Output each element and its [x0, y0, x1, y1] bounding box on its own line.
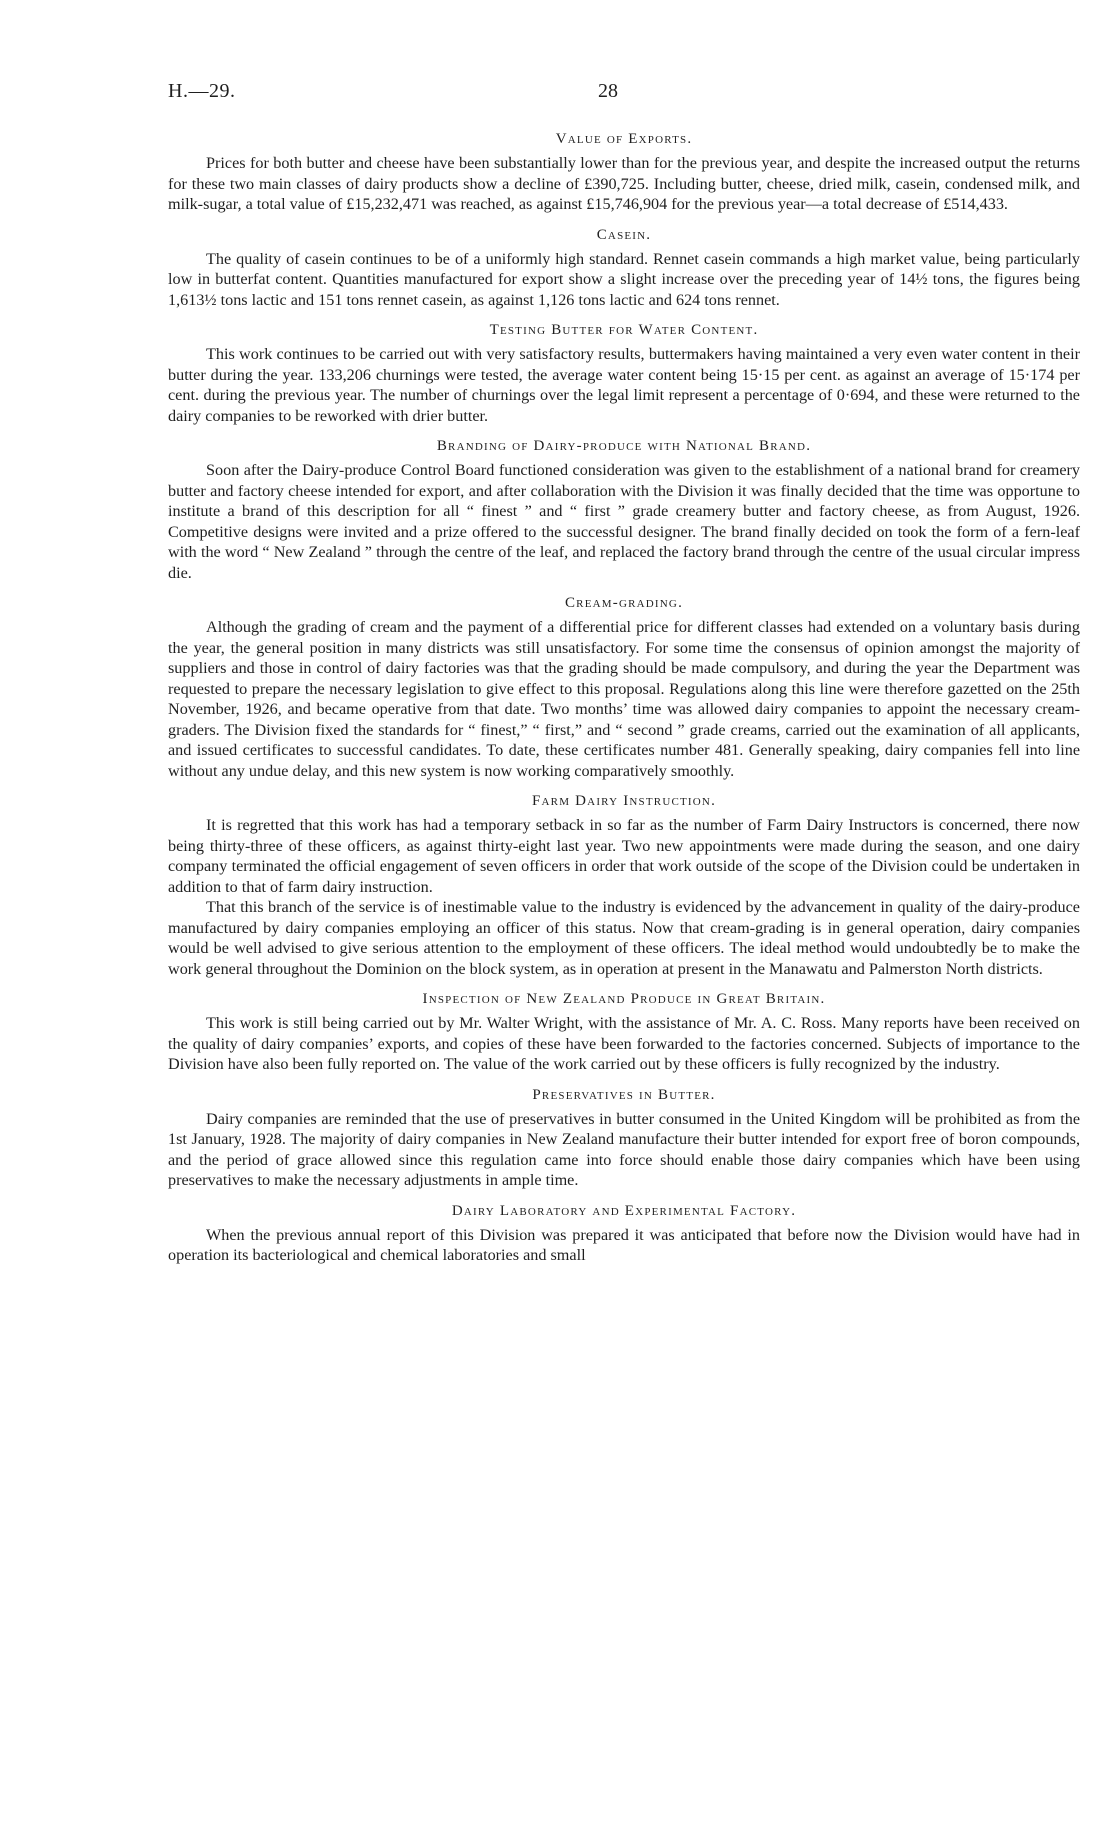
section-heading: Preservatives in Butter. — [532, 1086, 716, 1103]
section-heading: Farm Dairy Instruction. — [531, 793, 717, 809]
section-cream-grading — [168, 592, 1080, 781]
paragraph: That this branch of the service is of inestimable value to the industry is evidenced by the advancement in quality of the dairy-produce manufactured by dairy companies employing an officer of this status. Now that cream-grading is in general operation, dairy companies would be well advised to give serious attention to the employment of these officers. The ideal method would undoubtedly be to make the work general throughout the Dominion on the block system, as in operation at present in the Manawatu and Palmerston North districts. — [168, 898, 1080, 978]
paragraph: It is regretted that this work has had a temporary setback in so far as the number of Farm Dairy Instructors is concerned, there now being thirty-three of these officers, as against thirty-eight last year. Two new appointments were made during the season, and one dairy company terminated the official engagement of seven officers in order that work outside of the scope of the Division could be undertaken in addition to that of farm dairy instruction. — [168, 816, 1080, 896]
section-testing-butter — [168, 319, 1080, 426]
running-head: H.—29. — [168, 80, 236, 102]
paragraph: Soon after the Dairy-produce Control Board functioned consideration was given to the establishment of a national brand for creamery butter and factory cheese intended for export, and after collaboration with the Division it was finally decided that the time was opportune to institute a brand of this description for all “ finest ” and “ first ” grade creamery butter and factory cheese, as from August, 1926. Competitive designs were invited and a prize offered to the successful designer. The brand finally decided on took the form of a fern-leaf with the word “ New Zealand ” through the centre of the leaf, and replaced the factory brand through the centre of the usual circular impress die. — [168, 461, 1080, 582]
section-heading: Casein. — [596, 226, 652, 243]
section-heading: Testing Butter for Water Content. — [489, 322, 759, 338]
section-heading: Inspection of New Zealand Produce in Great Britain. — [422, 991, 826, 1007]
paragraph: Dairy companies are reminded that the use of preservatives in butter consumed in the United Kingdom will be prohibited as from the 1st January, 1928. The majority of dairy companies in New Zealand manufacture their butter intended for export free of boron compounds, and the period of grace allowed since this regulation came into force should enable those dairy companies which have been using preservatives to make the necessary adjustments in ample time. — [168, 1109, 1080, 1189]
section-heading: Branding of Dairy-produce with National Brand. — [436, 438, 812, 454]
section-heading: Dairy Laboratory and Experimental Factory. — [451, 1202, 797, 1219]
paragraph: Although the grading of cream and the payment of a differential price for different classes had extended on a voluntary basis during the year, the general position in many districts was still unsatisfactory. For some time the consensus of opinion amongst the majority of suppliers and those in control of dairy factories was that the grading should be made compulsory, and during the year the Department was requested to prepare the necessary legislation to give effect to this proposal. Regulations along this line were therefore gazetted on the 25th November, 1926, and became operative from that date. Two months’ time was allowed dairy companies to appoint the necessary cream-graders. The Division fixed the standards for “ finest,” “ first,” and “ second ” grade creams, carried out the examination of all applicants, and issued certificates to successful candidates. To date, these certificates number 481. Generally speaking, dairy companies fell into line without any undue delay, and this new system is now working comparatively smoothly. — [168, 618, 1080, 780]
section-heading: Cream-grading. — [564, 595, 684, 611]
paragraph: When the previous annual report of this Division was prepared it was anticipated that before now the Division would have had in operation its bacteriological and chemical laboratories and small — [168, 1225, 1080, 1264]
page-body — [168, 128, 1080, 1275]
section-preservatives — [168, 1084, 1080, 1191]
paragraph: Prices for both butter and cheese have been substantially lower than for the previous year, and despite the increased output the returns for these two main classes of dairy products show a decline of £390,725. Including butter, cheese, dried milk, casein, condensed milk, and milk-sugar, a total value of £15,232,471 was reached, as against £15,746,904 for the previous year—a total decrease of £514,433. — [168, 154, 1080, 213]
section-casein — [168, 224, 1080, 311]
section-value-of-exports — [168, 128, 1080, 215]
page-number: 28 — [598, 80, 618, 102]
section-national-brand — [168, 435, 1080, 583]
paragraph: This work is still being carried out by Mr. Walter Wright, with the assistance of Mr. A. C. Ross. Many reports have been received on the quality of dairy companies’ exports, and copies of these have been forwarded to the factories concerned. Subjects of importance to the Division have also been fully reported on. The value of the work carried out by these officers is fully recognized by the industry. — [168, 1014, 1080, 1073]
section-dairy-laboratory — [168, 1200, 1080, 1266]
section-inspection-great-britain — [168, 988, 1080, 1075]
section-heading: Value of Exports. — [555, 131, 693, 147]
paragraph: This work continues to be carried out with very satisfactory results, buttermakers having maintained a very even water content in their butter during the year. 133,206 churnings were tested, the average water content being 15·15 per cent. as against an average of 15·174 per cent. during the previous year. The number of churnings over the legal limit represent a percentage of 0·694, and these were returned to the dairy companies to be reworked with drier butter. — [168, 345, 1080, 425]
section-farm-dairy-instruction — [168, 790, 1080, 979]
paragraph: The quality of casein continues to be of a uniformly high standard. Rennet casein commands a high market value, being particularly low in butterfat content. Quantities manufactured for export show a slight increase over the preceding year of 14½ tons, the figures being 1,613½ tons lactic and 151 tons rennet casein, as against 1,126 tons lactic and 624 tons rennet. — [168, 249, 1080, 309]
